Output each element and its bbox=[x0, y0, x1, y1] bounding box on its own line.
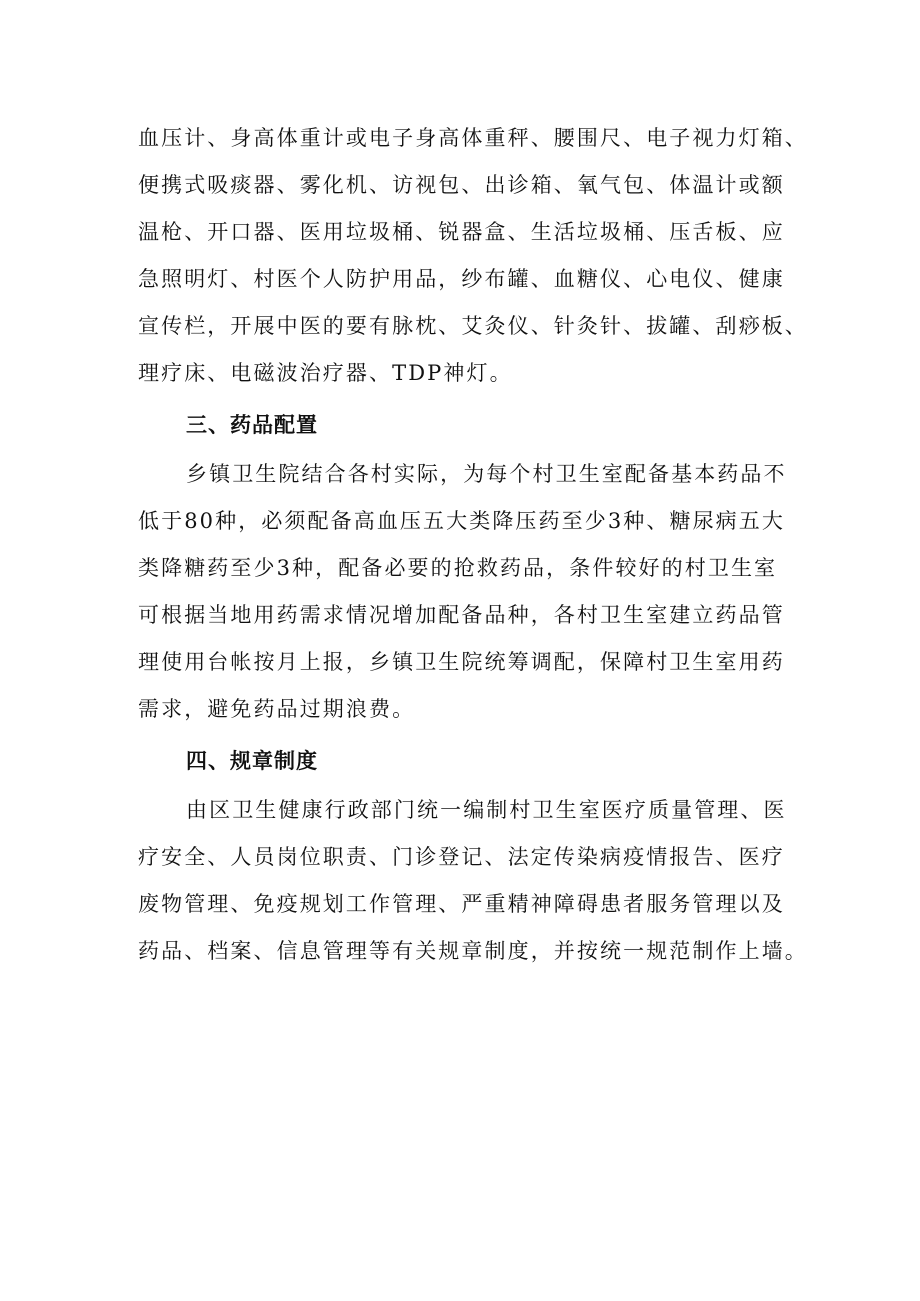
paragraph-line: 类降糖药至少3种，配备必要的抢救药品，条件较好的村卫生室 bbox=[138, 556, 778, 580]
paragraph-line: 血压计、身高体重计或电子身高体重秤、腰围尺、电子视力灯箱、 bbox=[138, 126, 808, 150]
paragraph-line: 可根据当地用药需求情况增加配备品种，各村卫生室建立药品管 bbox=[138, 603, 785, 627]
paragraph-line: 便携式吸痰器、雾化机、访视包、出诊箱、氧气包、体温计或额 bbox=[138, 173, 785, 197]
paragraph-line: 理使用台帐按月上报，乡镇卫生院统筹调配，保障村卫生室用药 bbox=[138, 650, 785, 674]
paragraph-line: 宣传栏，开展中医的要有脉枕、艾灸仪、针灸针、拔罐、刮痧板、 bbox=[138, 314, 808, 338]
paragraph-line: 由区卫生健康行政部门统一编制村卫生室医疗质量管理、医 bbox=[186, 798, 787, 822]
section-heading-medicine: 三、药品配置 bbox=[186, 413, 318, 437]
section-heading-rules: 四、规章制度 bbox=[186, 749, 318, 773]
paragraph-line: 药品、档案、信息管理等有关规章制度，并按统一规范制作上墙。 bbox=[138, 939, 808, 963]
paragraph-line: 急照明灯、村医个人防护用品，纱布罐、血糖仪、心电仪、健康 bbox=[138, 267, 785, 291]
paragraph-line: 低于80种，必须配备高血压五大类降压药至少3种、糖尿病五大 bbox=[138, 509, 785, 533]
paragraph-line: 温枪、开口器、医用垃圾桶、锐器盒、生活垃圾桶、压舌板、应 bbox=[138, 220, 785, 244]
paragraph-line: 理疗床、电磁波治疗器、TDP神灯。 bbox=[138, 361, 513, 385]
paragraph-line: 疗安全、人员岗位职责、门诊登记、法定传染病疫情报告、医疗 bbox=[138, 845, 785, 869]
paragraph-line: 乡镇卫生院结合各村实际，为每个村卫生室配备基本药品不 bbox=[186, 462, 787, 486]
paragraph-line: 废物管理、免疫规划工作管理、严重精神障碍患者服务管理以及 bbox=[138, 892, 785, 916]
paragraph-line: 需求，避免药品过期浪费。 bbox=[138, 697, 416, 721]
